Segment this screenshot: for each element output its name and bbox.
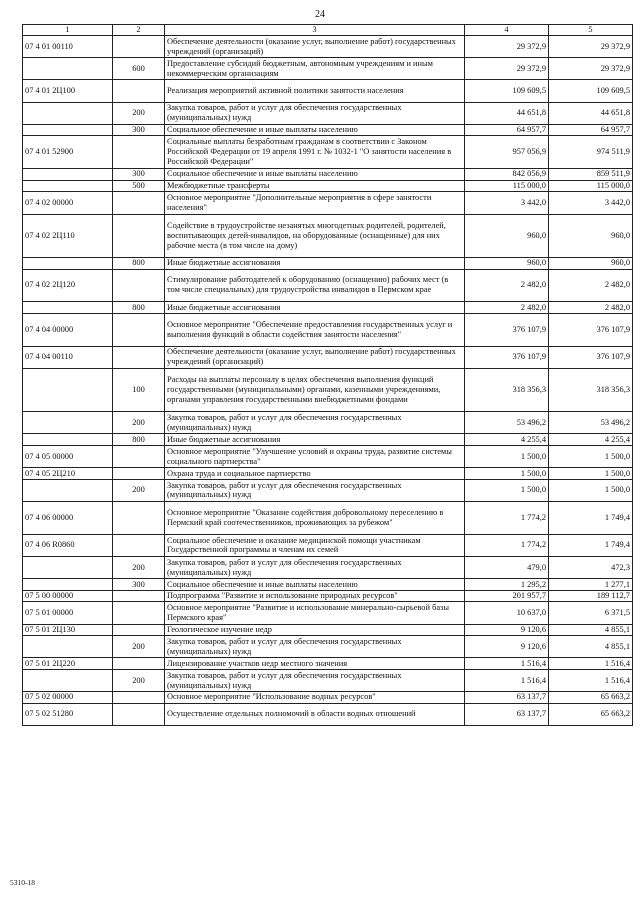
row-code: 07 5 01 2Ц130 — [23, 624, 113, 636]
table-row — [23, 534, 633, 556]
row-value-year-1: 1 774,2 — [465, 534, 549, 556]
row-name: Реализация мероприятий активной политики занятости населения — [165, 80, 465, 102]
row-name: Закупка товаров, работ и услуг для обеспечения государственных (муниципальных) нужд — [165, 479, 465, 501]
row-value-year-2: 859 511,9 — [549, 169, 633, 181]
row-expense-type — [113, 446, 165, 468]
row-expense-type: 200 — [113, 102, 165, 124]
row-code — [23, 368, 113, 411]
row-value-year-1: 1 516,4 — [465, 669, 549, 691]
row-value-year-1: 2 482,0 — [465, 302, 549, 314]
table-body — [23, 36, 633, 726]
table-row — [23, 136, 633, 169]
row-value-year-2: 2 482,0 — [549, 269, 633, 302]
row-expense-type: 600 — [113, 58, 165, 80]
row-value-year-2: 4 855,1 — [549, 636, 633, 658]
row-name: Закупка товаров, работ и услуг для обеспечения государственных (муниципальных) нужд — [165, 412, 465, 434]
row-expense-type — [113, 502, 165, 535]
row-value-year-2: 1 516,4 — [549, 658, 633, 670]
row-code — [23, 434, 113, 446]
row-expense-type: 800 — [113, 302, 165, 314]
row-value-year-2: 1 516,4 — [549, 669, 633, 691]
row-name: Лицензирование участков недр местного значения — [165, 658, 465, 670]
header-cell-4: 4 — [465, 25, 549, 36]
row-code: 07 5 01 00000 — [23, 602, 113, 624]
row-value-year-2: 1 500,0 — [549, 479, 633, 501]
row-value-year-1: 201 957,7 — [465, 590, 549, 602]
table-row — [23, 579, 633, 591]
row-value-year-1: 109 609,5 — [465, 80, 549, 102]
row-name: Основное мероприятие "Улучшение условий и охраны труда, развитие системы социального партнерства" — [165, 446, 465, 468]
row-value-year-2: 115 000,0 — [549, 180, 633, 192]
row-expense-type: 800 — [113, 257, 165, 269]
row-value-year-2: 29 372,9 — [549, 58, 633, 80]
row-value-year-2: 3 442,0 — [549, 192, 633, 214]
row-value-year-2: 2 482,0 — [549, 302, 633, 314]
row-name: Основное мероприятие "Обеспечение предоставления государственных услуг и выполнения функций в области содействия занятости населения" — [165, 313, 465, 346]
row-code — [23, 257, 113, 269]
row-expense-type: 100 — [113, 368, 165, 411]
row-value-year-1: 4 255,4 — [465, 434, 549, 446]
table-row — [23, 468, 633, 480]
row-code — [23, 169, 113, 181]
row-code: 07 4 06 R0860 — [23, 534, 113, 556]
row-code — [23, 102, 113, 124]
budget-table — [22, 24, 633, 726]
table-row — [23, 703, 633, 725]
row-value-year-1: 960,0 — [465, 214, 549, 257]
row-value-year-2: 1 749,4 — [549, 534, 633, 556]
table-row — [23, 669, 633, 691]
header-cell-5: 5 — [549, 25, 633, 36]
row-expense-type: 200 — [113, 412, 165, 434]
row-value-year-1: 2 482,0 — [465, 269, 549, 302]
row-value-year-1: 957 056,9 — [465, 136, 549, 169]
row-code — [23, 579, 113, 591]
row-code — [23, 669, 113, 691]
row-value-year-1: 64 957,7 — [465, 124, 549, 136]
table-row — [23, 169, 633, 181]
row-name: Социальные выплаты безработным гражданам в соответствии с Законом Российской Федерации от 19 апреля 1991 г. № 1032-1 "О занятости населения в Российской Федерации" — [165, 136, 465, 169]
row-expense-type — [113, 590, 165, 602]
row-value-year-2: 318 356,3 — [549, 368, 633, 411]
row-value-year-1: 842 056,9 — [465, 169, 549, 181]
table-row — [23, 502, 633, 535]
table-row — [23, 214, 633, 257]
row-value-year-1: 1 295,2 — [465, 579, 549, 591]
row-name: Содействие в трудоустройстве незанятых многодетных родителей, родителей, воспитывающих детей-инвалидов, на оборудованные (оснащенные) для них рабочие места (в том числе на дому) — [165, 214, 465, 257]
row-name: Иные бюджетные ассигнования — [165, 302, 465, 314]
row-expense-type — [113, 313, 165, 346]
row-value-year-1: 318 356,3 — [465, 368, 549, 411]
row-expense-type — [113, 602, 165, 624]
table-row — [23, 102, 633, 124]
table-header-row — [23, 25, 633, 36]
row-expense-type: 200 — [113, 669, 165, 691]
row-value-year-2: 1 277,1 — [549, 579, 633, 591]
row-value-year-2: 960,0 — [549, 214, 633, 257]
row-code — [23, 636, 113, 658]
row-name: Расходы на выплаты персоналу в целях обеспечения выполнения функций государственными (муниципальными) органами, казенными учреждениями, органами управления государственными внебюджетными фондами — [165, 368, 465, 411]
row-expense-type — [113, 468, 165, 480]
row-name: Основное мероприятие "Дополнительные мероприятия в сфере занятости населения" — [165, 192, 465, 214]
row-expense-type — [113, 192, 165, 214]
row-name: Иные бюджетные ассигнования — [165, 257, 465, 269]
footer-code: 5310-18 — [10, 878, 35, 887]
table-row — [23, 602, 633, 624]
table-row — [23, 434, 633, 446]
row-code: 07 4 02 2Ц120 — [23, 269, 113, 302]
table-row — [23, 590, 633, 602]
row-value-year-1: 44 651,8 — [465, 102, 549, 124]
row-value-year-1: 1 500,0 — [465, 479, 549, 501]
table-row — [23, 446, 633, 468]
row-value-year-2: 64 957,7 — [549, 124, 633, 136]
row-code — [23, 557, 113, 579]
row-value-year-2: 1 500,0 — [549, 468, 633, 480]
row-code: 07 5 02 00000 — [23, 692, 113, 704]
table-row — [23, 257, 633, 269]
row-code: 07 4 01 00110 — [23, 36, 113, 58]
row-expense-type: 300 — [113, 124, 165, 136]
row-code — [23, 302, 113, 314]
row-value-year-2: 189 112,7 — [549, 590, 633, 602]
row-code: 07 4 06 00000 — [23, 502, 113, 535]
row-value-year-1: 1 516,4 — [465, 658, 549, 670]
row-value-year-2: 6 371,5 — [549, 602, 633, 624]
row-name: Предоставление субсидий бюджетным, автономным учреждениям и иным некоммерческим организациям — [165, 58, 465, 80]
row-value-year-2: 44 651,8 — [549, 102, 633, 124]
row-expense-type — [113, 214, 165, 257]
table-row — [23, 58, 633, 80]
row-name: Основное мероприятие "Использование водных ресурсов" — [165, 692, 465, 704]
row-name: Осуществление отдельных полномочий в области водных отношений — [165, 703, 465, 725]
page-number: 24 — [315, 9, 325, 20]
table-row — [23, 658, 633, 670]
row-value-year-2: 960,0 — [549, 257, 633, 269]
row-name: Стимулирование работодателей к оборудованию (оснащению) рабочих мест (в том числе специальных) для трудоустройства инвалидов в Пермском крае — [165, 269, 465, 302]
table-row — [23, 313, 633, 346]
row-value-year-1: 479,0 — [465, 557, 549, 579]
table-row — [23, 479, 633, 501]
row-value-year-2: 4 855,1 — [549, 624, 633, 636]
row-code: 07 4 05 2Ц210 — [23, 468, 113, 480]
row-value-year-2: 4 255,4 — [549, 434, 633, 446]
row-value-year-1: 53 496,2 — [465, 412, 549, 434]
table-row — [23, 636, 633, 658]
row-name: Подпрограмма "Развитие и использование природных ресурсов" — [165, 590, 465, 602]
table-row — [23, 624, 633, 636]
row-code — [23, 180, 113, 192]
row-code: 07 4 01 2Ц100 — [23, 80, 113, 102]
row-name: Социальное обеспечение и иные выплаты населению — [165, 579, 465, 591]
row-code — [23, 479, 113, 501]
table-row — [23, 557, 633, 579]
row-value-year-2: 376 107,9 — [549, 313, 633, 346]
table-row — [23, 346, 633, 368]
row-value-year-2: 376 107,9 — [549, 346, 633, 368]
row-value-year-2: 109 609,5 — [549, 80, 633, 102]
row-expense-type: 300 — [113, 169, 165, 181]
row-value-year-2: 65 663,2 — [549, 703, 633, 725]
row-expense-type: 300 — [113, 579, 165, 591]
row-name: Социальное обеспечение и иные выплаты населению — [165, 124, 465, 136]
row-expense-type: 200 — [113, 557, 165, 579]
row-value-year-2: 1 500,0 — [549, 446, 633, 468]
row-expense-type — [113, 346, 165, 368]
row-expense-type: 200 — [113, 479, 165, 501]
table-row — [23, 192, 633, 214]
row-value-year-2: 1 749,4 — [549, 502, 633, 535]
row-code — [23, 58, 113, 80]
row-expense-type — [113, 136, 165, 169]
row-code: 07 5 00 00000 — [23, 590, 113, 602]
row-value-year-1: 10 637,0 — [465, 602, 549, 624]
row-name: Обеспечение деятельности (оказание услуг, выполнение работ) государственных учреждений (организаций) — [165, 346, 465, 368]
row-value-year-1: 29 372,9 — [465, 58, 549, 80]
row-name: Закупка товаров, работ и услуг для обеспечения государственных (муниципальных) нужд — [165, 669, 465, 691]
row-name: Закупка товаров, работ и услуг для обеспечения государственных (муниципальных) нужд — [165, 636, 465, 658]
row-value-year-1: 115 000,0 — [465, 180, 549, 192]
header-cell-2: 2 — [113, 25, 165, 36]
row-code — [23, 124, 113, 136]
row-expense-type: 500 — [113, 180, 165, 192]
row-code: 07 4 04 00110 — [23, 346, 113, 368]
row-value-year-1: 29 372,9 — [465, 36, 549, 58]
row-expense-type — [113, 36, 165, 58]
row-name: Иные бюджетные ассигнования — [165, 434, 465, 446]
row-name: Обеспечение деятельности (оказание услуг, выполнение работ) государственных учреждений (организаций) — [165, 36, 465, 58]
table-row — [23, 269, 633, 302]
row-name: Закупка товаров, работ и услуг для обеспечения государственных (муниципальных) нужд — [165, 102, 465, 124]
row-expense-type — [113, 692, 165, 704]
row-value-year-2: 29 372,9 — [549, 36, 633, 58]
table-row — [23, 180, 633, 192]
row-expense-type — [113, 703, 165, 725]
row-value-year-1: 960,0 — [465, 257, 549, 269]
row-expense-type — [113, 80, 165, 102]
row-value-year-1: 3 442,0 — [465, 192, 549, 214]
row-value-year-1: 1 774,2 — [465, 502, 549, 535]
row-code: 07 4 04 00000 — [23, 313, 113, 346]
row-code: 07 4 02 2Ц110 — [23, 214, 113, 257]
row-value-year-2: 65 663,2 — [549, 692, 633, 704]
row-name: Основное мероприятие "Оказание содействия добровольному переселению в Пермский край соотечественников, проживающих за рубежом" — [165, 502, 465, 535]
row-code: 07 4 02 00000 — [23, 192, 113, 214]
row-value-year-1: 63 137,7 — [465, 692, 549, 704]
header-cell-3: 3 — [165, 25, 465, 36]
row-value-year-1: 9 120,6 — [465, 636, 549, 658]
row-expense-type: 800 — [113, 434, 165, 446]
row-name: Охрана труда и социальное партнерство — [165, 468, 465, 480]
row-value-year-2: 53 496,2 — [549, 412, 633, 434]
row-expense-type: 200 — [113, 636, 165, 658]
row-value-year-1: 376 107,9 — [465, 346, 549, 368]
row-code — [23, 412, 113, 434]
row-expense-type — [113, 269, 165, 302]
row-name: Социальное обеспечение и оказание медицинской помощи участникам Государственной программы и членам их семей — [165, 534, 465, 556]
row-expense-type — [113, 624, 165, 636]
row-code: 07 4 05 00000 — [23, 446, 113, 468]
table-row — [23, 368, 633, 411]
row-code: 07 4 01 52900 — [23, 136, 113, 169]
table-row — [23, 302, 633, 314]
row-name: Геологическое изучение недр — [165, 624, 465, 636]
row-name: Социальное обеспечение и иные выплаты населению — [165, 169, 465, 181]
header-cell-1: 1 — [23, 25, 113, 36]
table-row — [23, 124, 633, 136]
row-value-year-1: 376 107,9 — [465, 313, 549, 346]
table-row — [23, 36, 633, 58]
row-code: 07 5 01 2Ц220 — [23, 658, 113, 670]
row-name: Межбюджетные трансферты — [165, 180, 465, 192]
row-code: 07 5 02 51280 — [23, 703, 113, 725]
row-name: Основное мероприятие "Развитие и использование минерально-сырьевой базы Пермского края" — [165, 602, 465, 624]
row-value-year-2: 974 511,9 — [549, 136, 633, 169]
row-value-year-2: 472,3 — [549, 557, 633, 579]
row-value-year-1: 1 500,0 — [465, 468, 549, 480]
row-expense-type — [113, 534, 165, 556]
row-value-year-1: 1 500,0 — [465, 446, 549, 468]
row-name: Закупка товаров, работ и услуг для обеспечения государственных (муниципальных) нужд — [165, 557, 465, 579]
row-value-year-1: 9 120,6 — [465, 624, 549, 636]
table-row — [23, 80, 633, 102]
table-row — [23, 692, 633, 704]
row-value-year-1: 63 137,7 — [465, 703, 549, 725]
table-row — [23, 412, 633, 434]
row-expense-type — [113, 658, 165, 670]
